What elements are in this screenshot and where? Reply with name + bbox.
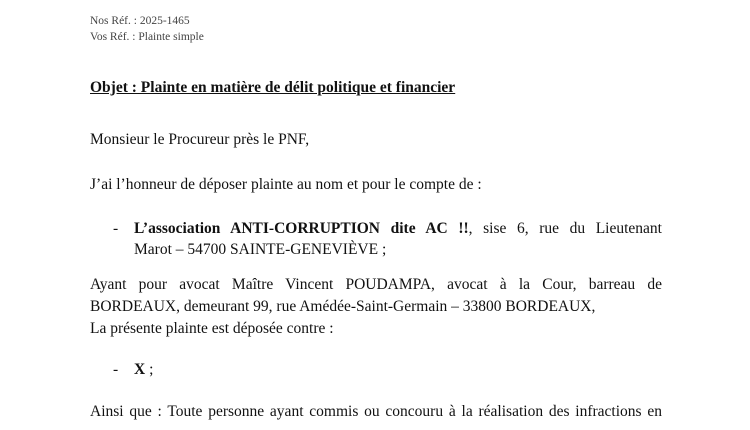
defendant-bullet: - (113, 361, 119, 378)
your-reference: Vos Réf. : Plainte simple (90, 31, 204, 43)
plaintiff-name: L’association ANTI-CORRUPTION dite AC !! (134, 220, 469, 237)
salutation: Monsieur le Procureur près le PNF, (90, 131, 310, 148)
lawyer-line-1: Ayant pour avocat Maître Vincent POUDAMPA, avocat à la Cour, barreau de (90, 276, 662, 293)
lawyer-line-2: BORDEAUX, demeurant 99, rue Amédée-Saint-Germain – 33800 BORDEAUX, (90, 298, 596, 315)
plaintiff-line-1 (134, 218, 662, 240)
defendant-name: X (134, 361, 146, 378)
plaintiff-address-start: , sise 6, rue du Lieutenant (468, 220, 662, 237)
defendant-suffix: ; (145, 361, 154, 378)
also-line-1: Ainsi que : Toute personne ayant commis ou concouru à la réalisation des infractions en (90, 403, 662, 420)
intro-paragraph: J’ai l’honneur de déposer plainte au nom et pour le compte de : (90, 176, 482, 193)
subject-line: Objet : Plainte en matière de délit politique et financier (90, 79, 456, 96)
against-line: La présente plainte est déposée contre : (90, 320, 334, 337)
defendant-line (134, 359, 662, 381)
plaintiff-bullet: - (113, 220, 119, 237)
plaintiff-line-2: Marot – 54700 SAINTE-GENEVIÈVE ; (134, 241, 387, 258)
our-reference: Nos Réf. : 2025-1465 (90, 15, 190, 27)
